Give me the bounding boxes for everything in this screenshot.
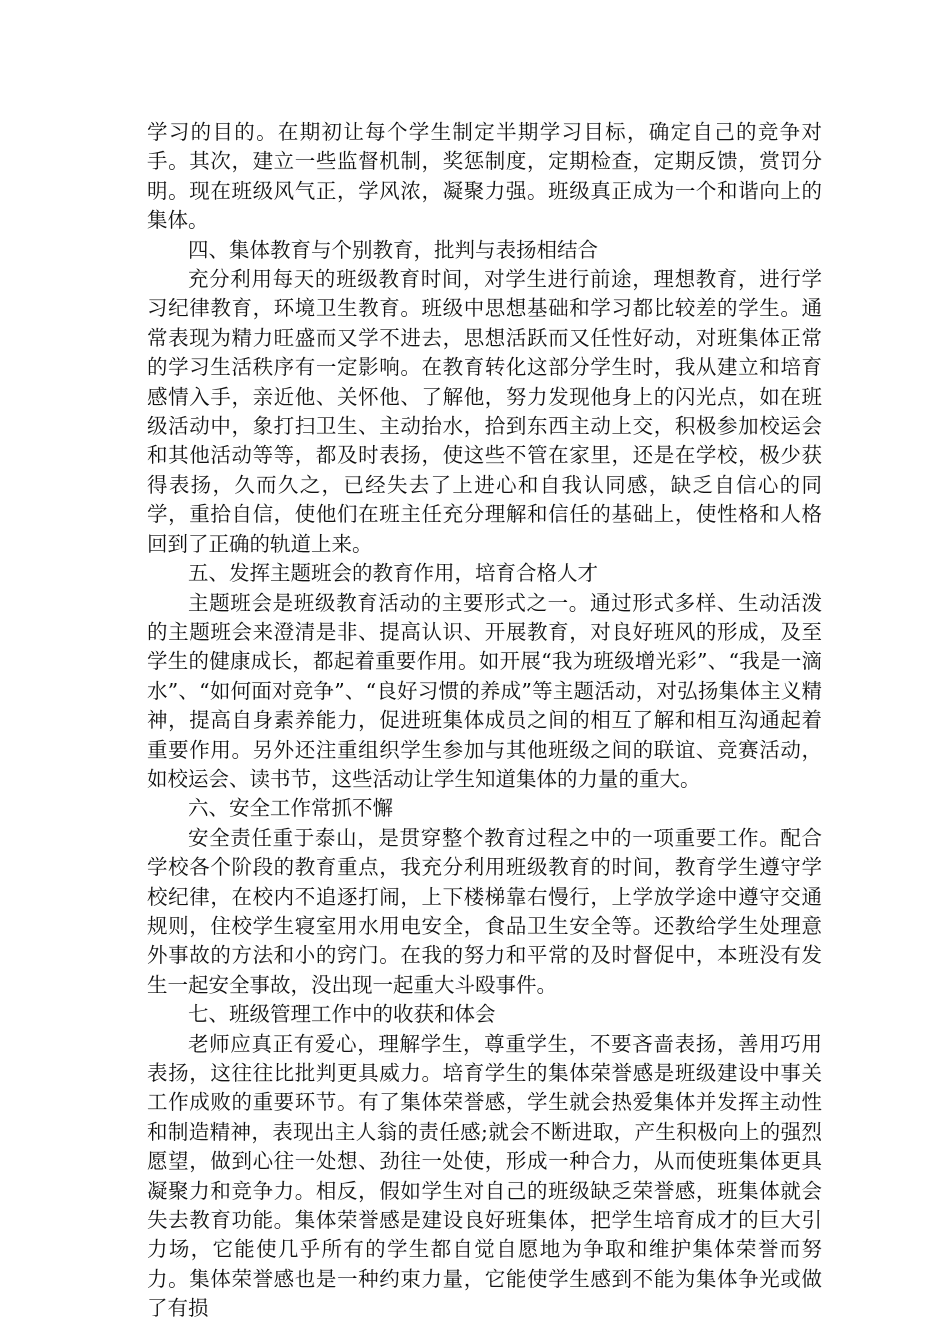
body-paragraph: 充分利用每天的班级教育时间，对学生进行前途，理想教育，进行学习纪律教育，环境卫生教育。班级中思想基础和学习都比较差的学生。通常表现为精力旺盛而又学不进去，思想活跃而又任性好动，对班集体正常的学习生活秩序有一定影响。在教育转化这部分学生时，我从建立和培育感情入手，亲近他、关怀他、了解他，努力发现他身上的闪光点，如在班级活动中，象打扫卫生、主动抬水，拾到东西主动上交，积极参加校运会和其他活动等等，都及时表扬，使这些不管在家里，还是在学校，极少获得表扬，久而久之，已经失去了上进心和自我认同感，缺乏自信心的同学，重拾自信，使他们在班主任充分理解和信任的基础上，使性格和人格回到了正确的轨道上来。 — [147, 267, 822, 556]
body-paragraph: 老师应真正有爱心，理解学生，尊重学生，不要吝啬表扬，善用巧用表扬，这往往比批判更具威力。培育学生的集体荣誉感是班级建设中事关工作成败的重要环节。有了集体荣誉感，学生就会热爱集体并发挥主动性和制造精神，表现出主人翁的责任感;就会不断进取，产生积极向上的强烈愿望，做到心往一处想、劲往一处使，形成一种合力，从而使班集体更具凝聚力和竞争力。相反，假如学生对自己的班级缺乏荣誉感，班集体就会失去教育功能。集体荣誉感是建设良好班集体，把学生培育成才的巨大引力场，它能使几乎所有的学生都自觉自愿地为争取和维护集体荣誉而努力。集体荣誉感也是一种约束力量，它能使学生感到不能为集体争光或做了有损 — [147, 1031, 822, 1321]
body-paragraph: 主题班会是班级教育活动的主要形式之一。通过形式多样、生动活泼的主题班会来澄清是非、提高认识、开展教育，对良好班风的形成，及至学生的健康成长，都起着重要作用。如开展“我为班级增光彩”、“我是一滴水”、“如何面对竞争”、“良好习惯的养成”等主题活动，对弘扬集体主义精神，提高自身素养能力，促进班集体成员之间的相互了解和相互沟通起着重要作用。另外还注重组织学生参加与其他班级之间的联谊、竞赛活动，如校运会、读书节，这些活动让学生知道集体的力量的重大。 — [147, 590, 822, 791]
body-paragraph: 安全责任重于泰山，是贯穿整个教育过程之中的一项重要工作。配合学校各个阶段的教育重点，我充分利用班级教育的时间，教育学生遵守学校纪律，在校内不追逐打闹，上下楼梯靠右慢行，上学放学途中遵守交通规则，住校学生寝室用水用电安全，食品卫生安全等。还教给学生处理意外事故的方法和小的窍门。在我的努力和平常的及时督促中，本班没有发生一起安全事故，没出现一起重大斗殴事件。 — [147, 825, 822, 997]
section-heading: 七、班级管理工作中的收获和体会 — [188, 1002, 496, 1027]
section-heading: 四、集体教育与个别教育，批判与表扬相结合 — [188, 237, 598, 262]
section-heading: 六、安全工作常抓不懈 — [188, 796, 393, 821]
body-paragraph: 学习的目的。在期初让每个学生制定半期学习目标，确定自己的竞争对手。其次，建立一些监督机制，奖惩制度，定期检查，定期反馈，赏罚分明。现在班级风气正，学风浓，凝聚力强。班级真正成为一个和谐向上的集体。 — [147, 120, 822, 233]
document-page — [147, 118, 822, 1324]
section-heading: 五、发挥主题班会的教育作用，培育合格人才 — [188, 561, 598, 586]
